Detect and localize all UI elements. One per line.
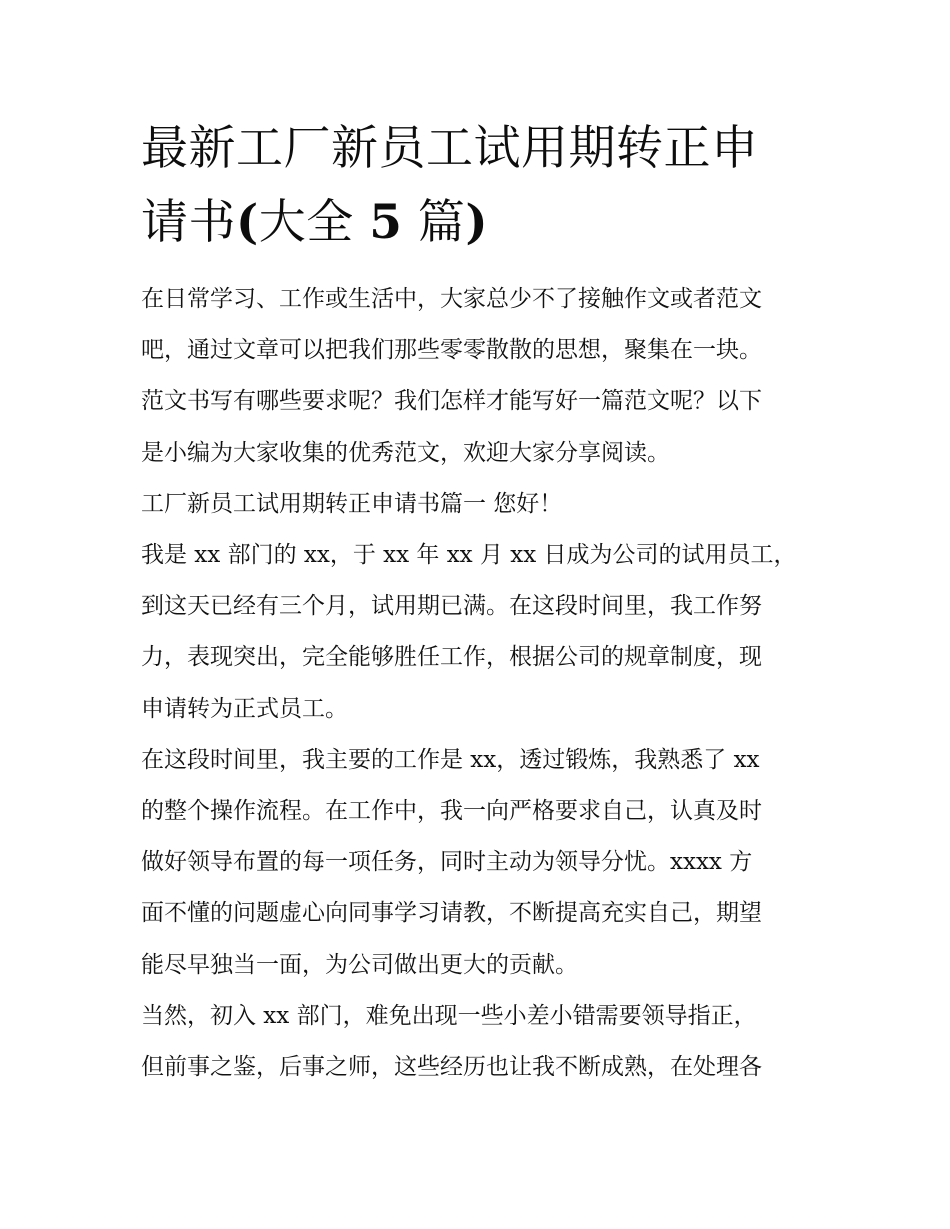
body-line-4: 是小编为大家收集的优秀范文，欢迎大家分享阅读。 xyxy=(141,439,670,466)
body-line-6: 我是 xx 部门的 xx，于 xx 年 xx 月 xx 日成为公司的试用员工， xyxy=(141,542,797,569)
title-line-2 xyxy=(141,186,813,260)
body-line-3: 范文书写有哪些要求呢？我们怎样才能写好一篇范文呢？以下 xyxy=(141,388,762,415)
title-line-2-text-a: 请书 xyxy=(141,195,236,250)
body-line-11: 的整个操作流程。在工作中，我一向严格要求自己，认真及时 xyxy=(141,798,762,825)
document-body xyxy=(141,274,813,1093)
title-line-2-text-c: 篇 xyxy=(417,195,466,250)
title-line-1: 最新工厂新员工试用期转正申 xyxy=(141,121,759,176)
document-title xyxy=(141,112,813,260)
title-line-2-text-b: 大全 xyxy=(258,195,354,250)
body-line-14: 能尽早独当一面，为公司做出更大的贡献。 xyxy=(141,951,578,978)
body-line-9: 申请转为正式员工。 xyxy=(141,695,348,722)
title-line-2-number: 5 xyxy=(369,195,403,250)
body-line-1: 在日常学习、工作或生活中，大家总少不了接触作文或者范文 xyxy=(141,286,762,312)
title-line-2-paren-open: ( xyxy=(236,195,259,250)
body-line-12: 做好领导布置的每一项任务，同时主动为领导分忧。xxxx 方 xyxy=(141,849,753,876)
title-line-2-paren-close: ) xyxy=(465,195,489,250)
body-line-10: 在这段时间里，我主要的工作是 xx，透过锻炼，我熟悉了 xx xyxy=(141,746,760,773)
body-line-8: 力，表现突出，完全能够胜任工作，根据公司的规章制度，现 xyxy=(141,644,762,671)
section-heading-line: 工厂新员工试用期转正申请书篇一 您好！ xyxy=(141,490,563,517)
document-content xyxy=(141,112,813,1093)
body-line-2: 吧，通过文章可以把我们那些零零散散的思想，聚集在一块。 xyxy=(141,337,762,364)
body-line-15: 当然，初入 xx 部门，难免出现一些小差小错需要领导指正， xyxy=(141,1002,757,1029)
body-line-16: 但前事之鉴，后事之师，这些经历也让我不断成熟，在处理各 xyxy=(141,1054,762,1081)
body-line-7: 到这天已经有三个月，试用期已满。在这段时间里，我工作努 xyxy=(141,593,762,620)
body-line-13: 面不懂的问题虚心向同事学习请教，不断提高充实自己，期望 xyxy=(141,900,762,927)
